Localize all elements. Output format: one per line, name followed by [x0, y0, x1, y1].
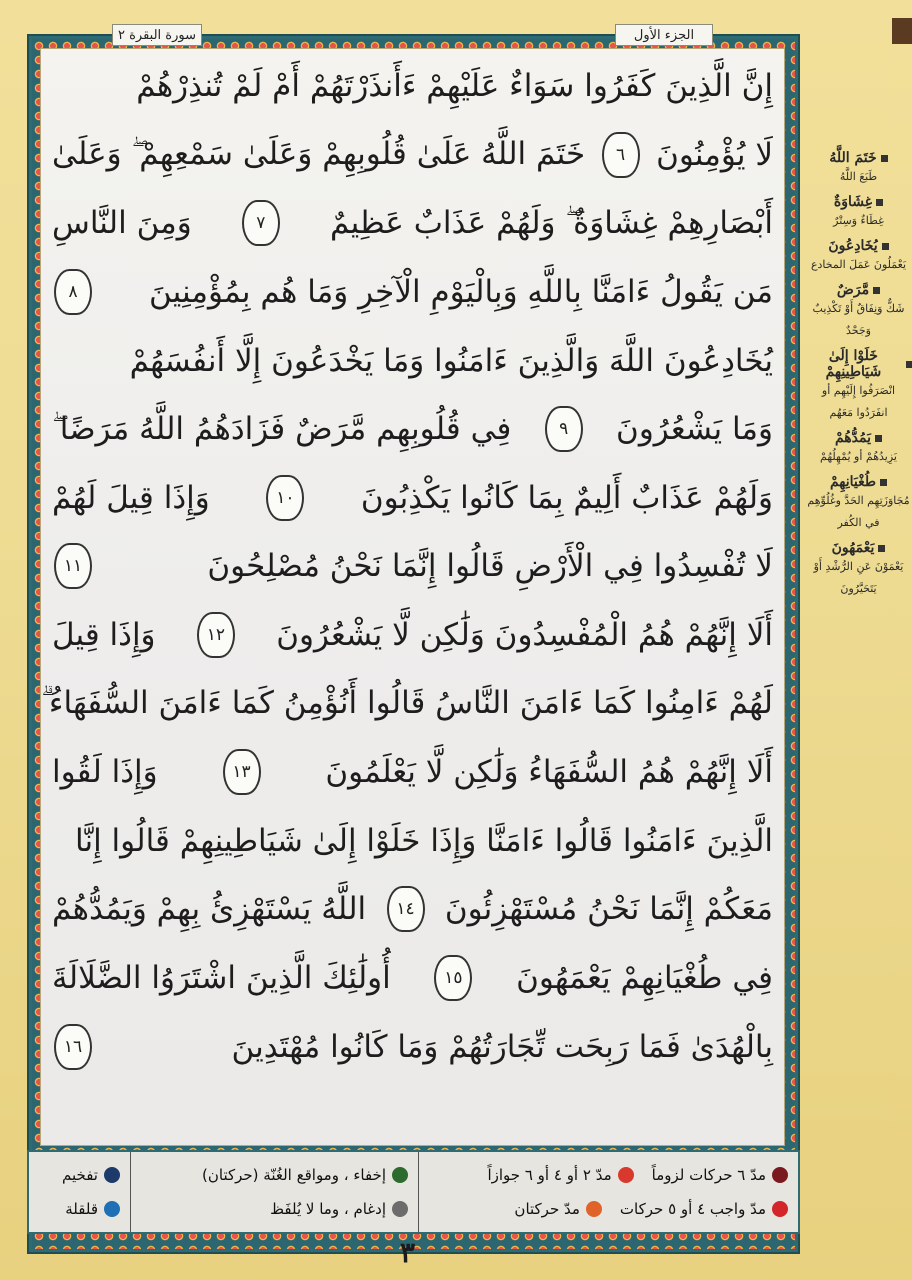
legend-item [620, 1200, 788, 1218]
legend-other-column [29, 1152, 130, 1232]
bullet-square-icon [873, 287, 880, 294]
glossary-entry [805, 430, 912, 468]
verse-line [40, 669, 785, 738]
legend-item [652, 1166, 788, 1184]
line-text: أَلَا إِنَّهُمْ هُمُ الْمُفْسِدُونَ وَلَٰكِن لَّا يَشْعُرُونَ [276, 617, 773, 654]
verse-line [40, 944, 785, 1013]
verse-line [40, 52, 785, 121]
verse-line [40, 875, 785, 944]
verse-line [40, 395, 785, 464]
legend-item [141, 1166, 408, 1184]
bullet-square-icon [881, 155, 888, 162]
legend-item [487, 1166, 633, 1184]
line-text: لَا تُفْسِدُوا فِي الْأَرْضِ قَالُوا إِنَّمَا نَحْنُ مُصْلِحُونَ [207, 548, 773, 585]
glossary-entry [805, 282, 912, 342]
line-text: وَإِذَا قِيلَ لَهُمْ [52, 479, 210, 516]
legend-ghunna-column [130, 1152, 418, 1232]
glossary-entry [805, 150, 912, 188]
color-dot-icon [104, 1201, 120, 1217]
glossary-definition: مُجَاوَزَتِهِم الحَدَّ وغُلُوِّهِم في الكُفر [807, 494, 910, 529]
glossary-term: طُغْيَانِهِمْ [829, 474, 877, 490]
line-text: خَتَمَ اللَّهُ عَلَىٰ قُلُوبِهِمْ وَعَلَىٰ سَمْعِهِمْ ۖ وَعَلَىٰ [52, 136, 586, 173]
line-text: لَا يُؤْمِنُونَ [656, 136, 773, 173]
ayah-marker: ١٦ [54, 1024, 92, 1070]
bullet-square-icon [878, 545, 885, 552]
line-text: أَلَا إِنَّهُمْ هُمُ السُّفَهَاءُ وَلَٰكِن لَّا يَعْلَمُونَ [325, 754, 773, 791]
ayah-marker: ١٢ [197, 612, 235, 658]
margin-glossary [805, 150, 912, 606]
tajweed-color-legend [27, 1150, 800, 1234]
legend-item [39, 1200, 120, 1218]
ayah-marker: ١٤ [387, 886, 425, 932]
line-text: وَمِنَ النَّاسِ [52, 205, 192, 242]
line-text: وَإِذَا لَقُوا [52, 754, 158, 791]
glossary-entry [805, 348, 912, 424]
legend-label: مدّ ٢ أو ٤ أو ٦ جوازاً [487, 1166, 612, 1184]
glossary-definition: انْصَرَفُوا إِلَيْهِم أو انفَرَدُوا مَعَهُم [821, 384, 896, 419]
ayah-marker: ٧ [242, 200, 280, 246]
line-text: اللَّهُ يَسْتَهْزِئُ بِهِمْ وَيَمُدُّهُمْ [52, 891, 367, 928]
glossary-definition: يَعْمَوْنَ عَنِ الرُّشْدِ أَوْ يَتَحَيَّرُونَ [813, 560, 904, 595]
verse-line [40, 601, 785, 670]
line-text: الَّذِينَ ءَامَنُوا قَالُوا ءَامَنَّا وَإِذَا خَلَوْا إِلَىٰ شَيَاطِينِهِمْ قَالُوا إِنَّا [75, 822, 773, 859]
verse-line [40, 807, 785, 876]
color-dot-icon [772, 1167, 788, 1183]
line-text: لَهُمْ ءَامِنُوا كَمَا ءَامَنَ النَّاسُ قَالُوا أَنُؤْمِنُ كَمَا ءَامَنَ السُّفَهَاءُ ۗ [41, 685, 773, 722]
glossary-term: يُخَادِعُونَ [828, 238, 878, 254]
ayah-marker: ٨ [54, 269, 92, 315]
surah-header: سورة البقرة ٢ [112, 24, 202, 46]
juz-header: الجزء الأول [615, 24, 713, 46]
glossary-term: مَّرَضٌ [836, 282, 870, 298]
color-dot-icon [392, 1201, 408, 1217]
verse-line [40, 464, 785, 533]
verse-line [40, 326, 785, 395]
glossary-definition: طَبَعَ اللَّهُ [839, 170, 878, 183]
bullet-square-icon [906, 361, 912, 368]
glossary-definition: غِطَاءٌ وَسِتْرٌ [833, 214, 884, 227]
ayah-marker: ١٠ [266, 475, 304, 521]
color-dot-icon [104, 1167, 120, 1183]
glossary-definition: يَعْمَلُونَ عَمَلَ المخادع [810, 258, 907, 271]
verse-line [40, 738, 785, 807]
glossary-entry [805, 194, 912, 232]
line-text: وَإِذَا قِيلَ [52, 617, 156, 654]
legend-madd-column [418, 1152, 798, 1232]
line-text: يُخَادِعُونَ اللَّهَ وَالَّذِينَ ءَامَنُوا وَمَا يَخْدَعُونَ إِلَّا أَنفُسَهُمْ [129, 342, 773, 379]
legend-item [39, 1166, 120, 1184]
line-text: وَمَا يَشْعُرُونَ [616, 411, 773, 448]
line-text: فِي طُغْيَانِهِمْ يَعْمَهُونَ [516, 960, 773, 997]
line-text: أَبْصَارِهِمْ غِشَاوَةٌ ۖ وَلَهُمْ عَذَابٌ عَظِيمٌ [329, 204, 773, 241]
glossary-term: يَعْمَهُونَ [831, 540, 875, 556]
line-text: مَعَكُمْ إِنَّمَا نَحْنُ مُسْتَهْزِئُونَ [444, 891, 773, 928]
line-text: وَلَهُمْ عَذَابٌ أَلِيمٌ بِمَا كَانُوا يَكْذِبُونَ [360, 479, 773, 516]
bullet-square-icon [882, 243, 889, 250]
legend-item [514, 1200, 601, 1218]
glossary-entry [805, 540, 912, 600]
color-dot-icon [392, 1167, 408, 1183]
legend-label: قلقلة [65, 1200, 98, 1218]
bullet-square-icon [876, 199, 883, 206]
line-text: فِي قُلُوبِهِم مَّرَضٌ فَزَادَهُمُ اللَّهُ مَرَضًا ۖ [52, 410, 512, 447]
verse-line [40, 121, 785, 190]
glossary-term: خَتَمَ اللَّهُ [829, 150, 877, 166]
line-text: بِالْهُدَىٰ فَمَا رَبِحَت تِّجَارَتُهُمْ وَمَا كَانُوا مُهْتَدِينَ [231, 1028, 773, 1065]
ayah-marker: ١٥ [434, 955, 472, 1001]
ayah-marker: ٦ [602, 132, 640, 178]
legend-label: إدغام ، وما لا يُلفَظ [270, 1200, 386, 1218]
glossary-entry [805, 474, 912, 534]
page-tab-marker [892, 18, 912, 44]
ayah-marker: ١١ [54, 543, 92, 589]
verse-line [40, 532, 785, 601]
legend-label: مدّ واجب ٤ أو ٥ حركات [619, 1200, 766, 1218]
glossary-definition: شَكٌّ وَنِفَاقٌ أَوْ تَكْذِيبٌ وَجَحْدٌ [812, 302, 905, 337]
verse-line [40, 258, 785, 327]
legend-label: مدّ حركتان [514, 1200, 580, 1218]
glossary-definition: يَزِيدُهُمْ أو يُمْهِلُهُمْ [820, 450, 897, 463]
legend-label: إخفاء ، ومواقع الغُنّة (حركتان) [202, 1166, 386, 1184]
bullet-square-icon [875, 435, 882, 442]
legend-item [141, 1200, 408, 1218]
page-number: ٣ [400, 1236, 416, 1269]
line-text: إِنَّ الَّذِينَ كَفَرُوا سَوَاءٌ عَلَيْهِمْ ءَأَنذَرْتَهُمْ أَمْ لَمْ تُنذِرْهُمْ [136, 68, 773, 105]
bullet-square-icon [880, 479, 887, 486]
color-dot-icon [772, 1201, 788, 1217]
verse-line [40, 189, 785, 258]
legend-label: مدّ ٦ حركات لزوماً [651, 1166, 766, 1184]
line-text: مَن يَقُولُ ءَامَنَّا بِاللَّهِ وَبِالْيَوْمِ الْآخِرِ وَمَا هُم بِمُؤْمِنِينَ [149, 274, 773, 311]
quran-text [40, 52, 785, 1081]
glossary-term: غِشَاوَةٌ [833, 194, 873, 210]
verse-line [40, 1012, 785, 1081]
glossary-entry [805, 238, 912, 276]
ayah-marker: ٩ [545, 406, 583, 452]
glossary-term: يَمُدُّهُمْ [834, 430, 872, 446]
color-dot-icon [618, 1167, 634, 1183]
legend-label: تفخيم [62, 1166, 98, 1184]
ayah-marker: ١٣ [223, 749, 261, 795]
glossary-term: خَلَوْا إِلَىٰ شَيَاطِينِهِمْ [825, 348, 882, 380]
line-text: أُولَٰئِكَ الَّذِينَ اشْتَرَوُا الضَّلَالَةَ [52, 960, 391, 997]
color-dot-icon [586, 1201, 602, 1217]
